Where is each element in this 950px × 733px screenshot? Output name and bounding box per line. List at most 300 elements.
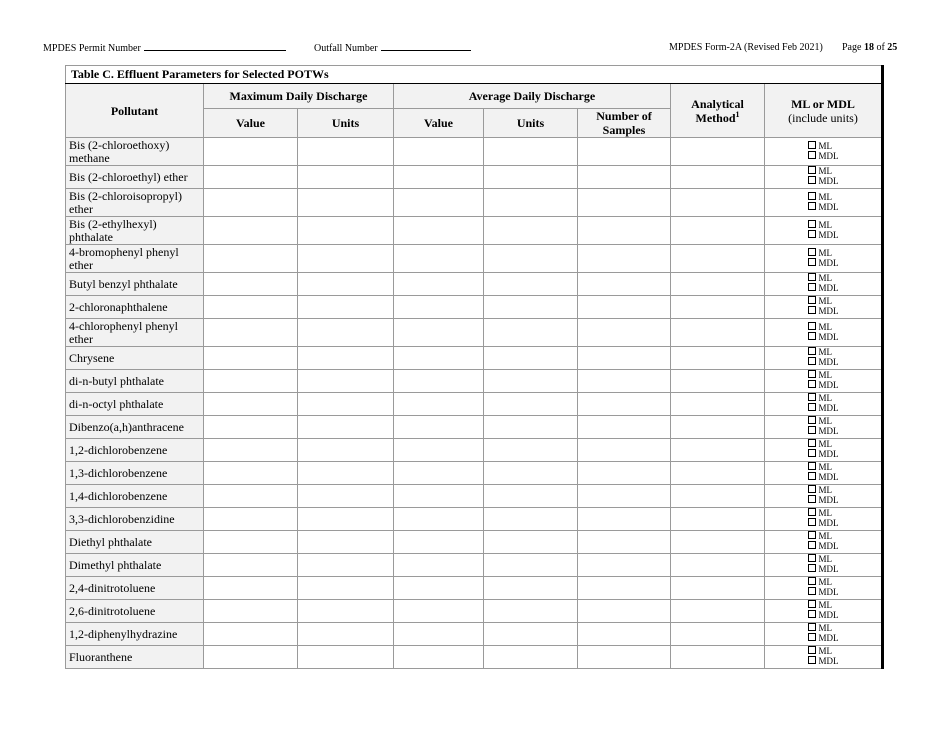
ml-option[interactable] — [808, 322, 839, 332]
ml-option[interactable] — [808, 462, 839, 472]
ml-mdl-cell — [765, 462, 883, 485]
mdl-option-label: MDL — [818, 403, 839, 413]
avg-value-cell[interactable] — [394, 623, 484, 646]
max-units-cell[interactable] — [298, 600, 394, 623]
avg-units-cell[interactable] — [484, 623, 578, 646]
mdl-checkbox[interactable] — [808, 633, 816, 641]
analytical-method-cell[interactable] — [671, 485, 765, 508]
mdl-checkbox[interactable] — [808, 472, 816, 480]
mdl-option[interactable] — [808, 449, 839, 459]
mdl-option[interactable] — [808, 230, 839, 240]
mdl-option[interactable] — [808, 151, 839, 161]
mdl-option-label: MDL — [818, 380, 839, 390]
ml-checkbox[interactable] — [808, 370, 816, 378]
table-row — [66, 646, 883, 669]
mdl-option[interactable] — [808, 587, 839, 597]
page-current: 18 — [863, 42, 874, 53]
ml-mdl-options — [808, 322, 839, 342]
analytical-method-cell[interactable] — [671, 623, 765, 646]
avg-value-cell[interactable] — [394, 217, 484, 245]
analytical-method-cell[interactable] — [671, 370, 765, 393]
ml-option[interactable] — [808, 141, 839, 151]
ml-option[interactable] — [808, 166, 839, 176]
mdl-option[interactable] — [808, 426, 839, 436]
mdl-option[interactable] — [808, 518, 839, 528]
samples-cell[interactable] — [578, 531, 671, 554]
max-value-cell[interactable] — [204, 393, 298, 416]
mdl-option-label: MDL — [818, 426, 839, 436]
mdl-checkbox[interactable] — [808, 176, 816, 184]
avg-units-cell[interactable] — [484, 554, 578, 577]
pollutant-name: 4-chlorophenyl phenyl ether — [66, 319, 204, 347]
ml-option[interactable] — [808, 531, 839, 541]
avg-units-cell[interactable] — [484, 485, 578, 508]
max-units-cell[interactable] — [298, 370, 394, 393]
ml-checkbox[interactable] — [808, 462, 816, 470]
max-units-cell[interactable] — [298, 189, 394, 217]
samples-cell[interactable] — [578, 508, 671, 531]
pollutant-name: 1,4-dichlorobenzene — [66, 485, 204, 508]
ml-option[interactable] — [808, 600, 839, 610]
ml-mdl-options — [808, 485, 839, 505]
avg-value-cell[interactable] — [394, 416, 484, 439]
mdl-option[interactable] — [808, 380, 839, 390]
ml-option-label: ML — [818, 554, 832, 564]
max-units-cell[interactable] — [298, 138, 394, 166]
mdl-option[interactable] — [808, 357, 839, 367]
avg-value-cell[interactable] — [394, 646, 484, 669]
mdl-checkbox[interactable] — [808, 258, 816, 266]
ml-mdl-options — [808, 273, 839, 293]
analytical-method-footnote: 1 — [735, 109, 740, 119]
mdl-checkbox[interactable] — [808, 541, 816, 549]
ml-mdl-cell — [765, 508, 883, 531]
max-units-cell[interactable] — [298, 646, 394, 669]
ml-checkbox[interactable] — [808, 141, 816, 149]
mdl-checkbox[interactable] — [808, 564, 816, 572]
samples-cell[interactable] — [578, 462, 671, 485]
ml-mdl-options — [808, 416, 839, 436]
analytical-method-cell[interactable] — [671, 600, 765, 623]
avg-units-cell[interactable] — [484, 416, 578, 439]
mdl-checkbox[interactable] — [808, 283, 816, 291]
table-row — [66, 531, 883, 554]
max-units-cell[interactable] — [298, 393, 394, 416]
mdl-checkbox[interactable] — [808, 610, 816, 618]
page-total: 25 — [887, 42, 898, 53]
mdl-option[interactable] — [808, 332, 839, 342]
pollutant-name: Dibenzo(a,h)anthracene — [66, 416, 204, 439]
ml-mdl-sub-label: (include units) — [788, 110, 858, 125]
mdl-option-label: MDL — [818, 518, 839, 528]
ml-option[interactable] — [808, 296, 839, 306]
avg-value-cell[interactable] — [394, 462, 484, 485]
avg-units-cell[interactable] — [484, 646, 578, 669]
ml-mdl-cell — [765, 485, 883, 508]
mdl-checkbox[interactable] — [808, 306, 816, 314]
ml-mdl-options — [808, 166, 839, 186]
mdl-option[interactable] — [808, 495, 839, 505]
analytical-method-cell[interactable] — [671, 138, 765, 166]
table-row — [66, 138, 883, 166]
max-value-cell[interactable] — [204, 370, 298, 393]
ml-option[interactable] — [808, 416, 839, 426]
max-units-cell[interactable] — [298, 273, 394, 296]
ml-checkbox[interactable] — [808, 192, 816, 200]
avg-value-cell[interactable] — [394, 273, 484, 296]
samples-cell[interactable] — [578, 189, 671, 217]
mdl-checkbox[interactable] — [808, 587, 816, 595]
avg-value-cell[interactable] — [394, 370, 484, 393]
mdl-checkbox[interactable] — [808, 449, 816, 457]
avg-value-cell[interactable] — [394, 577, 484, 600]
avg-units-cell[interactable] — [484, 217, 578, 245]
analytical-method-cell[interactable] — [671, 393, 765, 416]
ml-option[interactable] — [808, 485, 839, 495]
analytical-method-cell[interactable] — [671, 166, 765, 189]
effluent-parameters-table — [65, 65, 884, 669]
avg-value-cell[interactable] — [394, 600, 484, 623]
max-units-cell[interactable] — [298, 577, 394, 600]
mdl-option[interactable] — [808, 656, 839, 666]
mdl-option[interactable] — [808, 541, 839, 551]
mdl-option[interactable] — [808, 258, 839, 268]
max-units-cell[interactable] — [298, 347, 394, 370]
mdl-option-label: MDL — [818, 257, 839, 268]
ml-checkbox[interactable] — [808, 296, 816, 304]
ml-checkbox[interactable] — [808, 646, 816, 654]
max-value-cell[interactable] — [204, 245, 298, 273]
ml-option[interactable] — [808, 273, 839, 283]
mdl-checkbox[interactable] — [808, 495, 816, 503]
ml-checkbox[interactable] — [808, 273, 816, 281]
ml-mdl-options — [808, 347, 839, 367]
pollutant-name: Butyl benzyl phthalate — [66, 273, 204, 296]
analytical-method-cell[interactable] — [671, 554, 765, 577]
pollutant-name: Bis (2-chloroethoxy) methane — [66, 138, 204, 166]
mdl-option[interactable] — [808, 472, 839, 482]
max-units-cell[interactable] — [298, 416, 394, 439]
mdl-option-label: MDL — [818, 449, 839, 459]
avg-units-cell[interactable] — [484, 296, 578, 319]
ml-option[interactable] — [808, 646, 839, 656]
ml-option-label: ML — [818, 321, 832, 332]
page-of: of — [876, 42, 885, 53]
ml-checkbox[interactable] — [808, 439, 816, 447]
ml-checkbox[interactable] — [808, 347, 816, 355]
mdl-option[interactable] — [808, 202, 839, 212]
samples-cell[interactable] — [578, 485, 671, 508]
ml-checkbox[interactable] — [808, 508, 816, 516]
max-value-cell[interactable] — [204, 138, 298, 166]
mdl-checkbox[interactable] — [808, 426, 816, 434]
ml-option-label: ML — [818, 600, 832, 610]
avg-units-cell[interactable] — [484, 531, 578, 554]
max-units-cell[interactable] — [298, 439, 394, 462]
ml-checkbox[interactable] — [808, 623, 816, 631]
mdl-checkbox[interactable] — [808, 230, 816, 238]
avg-units-cell[interactable] — [484, 189, 578, 217]
samples-cell[interactable] — [578, 393, 671, 416]
samples-cell[interactable] — [578, 554, 671, 577]
avg-units-cell[interactable] — [484, 245, 578, 273]
ml-option[interactable] — [808, 393, 839, 403]
mdl-option[interactable] — [808, 403, 839, 413]
col-max-value: Value — [204, 109, 298, 138]
avg-value-cell[interactable] — [394, 439, 484, 462]
samples-cell[interactable] — [578, 319, 671, 347]
ml-option[interactable] — [808, 347, 839, 357]
samples-cell[interactable] — [578, 245, 671, 273]
avg-value-cell[interactable] — [394, 189, 484, 217]
samples-cell[interactable] — [578, 600, 671, 623]
max-value-cell[interactable] — [204, 439, 298, 462]
col-avg-daily-discharge: Average Daily Discharge — [394, 84, 671, 109]
samples-cell[interactable] — [578, 370, 671, 393]
ml-option[interactable] — [808, 508, 839, 518]
max-units-cell[interactable] — [298, 554, 394, 577]
max-value-cell[interactable] — [204, 189, 298, 217]
samples-cell[interactable] — [578, 439, 671, 462]
ml-mdl-cell — [765, 393, 883, 416]
table-row — [66, 273, 883, 296]
avg-units-cell[interactable] — [484, 319, 578, 347]
max-units-cell[interactable] — [298, 485, 394, 508]
col-ml-mdl — [765, 84, 883, 138]
ml-checkbox[interactable] — [808, 554, 816, 562]
ml-option-label: ML — [818, 273, 832, 283]
mdl-option-label: MDL — [818, 150, 839, 161]
ml-checkbox[interactable] — [808, 166, 816, 174]
samples-cell[interactable] — [578, 577, 671, 600]
ml-option[interactable] — [808, 623, 839, 633]
ml-option-label: ML — [818, 347, 832, 357]
samples-cell[interactable] — [578, 623, 671, 646]
max-value-cell[interactable] — [204, 531, 298, 554]
ml-checkbox[interactable] — [808, 220, 816, 228]
max-value-cell[interactable] — [204, 508, 298, 531]
avg-value-cell[interactable] — [394, 393, 484, 416]
avg-value-cell[interactable] — [394, 531, 484, 554]
analytical-method-cell[interactable] — [671, 577, 765, 600]
ml-checkbox[interactable] — [808, 416, 816, 424]
ml-option[interactable] — [808, 439, 839, 449]
avg-value-cell[interactable] — [394, 296, 484, 319]
ml-mdl-options — [808, 462, 839, 482]
analytical-method-cell[interactable] — [671, 439, 765, 462]
analytical-method-cell[interactable] — [671, 508, 765, 531]
analytical-method-cell[interactable] — [671, 531, 765, 554]
mdl-option[interactable] — [808, 176, 839, 186]
max-units-cell[interactable] — [298, 531, 394, 554]
ml-option[interactable] — [808, 248, 839, 258]
ml-option[interactable] — [808, 370, 839, 380]
analytical-method-cell[interactable] — [671, 245, 765, 273]
max-units-cell[interactable] — [298, 217, 394, 245]
max-units-cell[interactable] — [298, 623, 394, 646]
analytical-method-cell[interactable] — [671, 462, 765, 485]
avg-units-cell[interactable] — [484, 508, 578, 531]
samples-cell[interactable] — [578, 347, 671, 370]
col-analytical-method — [671, 84, 765, 138]
table-row — [66, 416, 883, 439]
max-value-cell[interactable] — [204, 462, 298, 485]
table-row — [66, 600, 883, 623]
table-row — [66, 166, 883, 189]
avg-value-cell[interactable] — [394, 319, 484, 347]
mdl-option[interactable] — [808, 610, 839, 620]
ml-option-label: ML — [818, 393, 832, 403]
ml-checkbox[interactable] — [808, 322, 816, 330]
ml-mdl-options — [808, 220, 839, 240]
max-units-cell[interactable] — [298, 508, 394, 531]
avg-value-cell[interactable] — [394, 554, 484, 577]
avg-value-cell[interactable] — [394, 508, 484, 531]
ml-option[interactable] — [808, 192, 839, 202]
max-value-cell[interactable] — [204, 166, 298, 189]
max-value-cell[interactable] — [204, 347, 298, 370]
ml-mdl-options — [808, 393, 839, 413]
avg-units-cell[interactable] — [484, 439, 578, 462]
avg-units-cell[interactable] — [484, 462, 578, 485]
ml-checkbox[interactable] — [808, 248, 816, 256]
form-id: MPDES Form-2A (Revised Feb 2021) — [669, 42, 823, 53]
mdl-option-label: MDL — [818, 229, 839, 240]
max-units-cell[interactable] — [298, 462, 394, 485]
outfall-number-field — [314, 42, 471, 54]
table-title: Table C. Effluent Parameters for Selected POTWs — [66, 66, 883, 84]
max-value-cell[interactable] — [204, 273, 298, 296]
mdl-checkbox[interactable] — [808, 357, 816, 365]
analytical-method-cell[interactable] — [671, 189, 765, 217]
max-value-cell[interactable] — [204, 577, 298, 600]
samples-cell[interactable] — [578, 138, 671, 166]
avg-units-cell[interactable] — [484, 138, 578, 166]
mdl-checkbox[interactable] — [808, 332, 816, 340]
ml-mdl-options — [808, 646, 839, 666]
analytical-method-cell[interactable] — [671, 416, 765, 439]
mdl-checkbox[interactable] — [808, 380, 816, 388]
analytical-method-cell[interactable] — [671, 296, 765, 319]
ml-checkbox[interactable] — [808, 393, 816, 401]
avg-units-cell[interactable] — [484, 393, 578, 416]
permit-number-blank[interactable] — [144, 42, 286, 51]
max-value-cell[interactable] — [204, 296, 298, 319]
max-value-cell[interactable] — [204, 646, 298, 669]
ml-option-label: ML — [818, 140, 832, 151]
max-units-cell[interactable] — [298, 319, 394, 347]
avg-value-cell[interactable] — [394, 166, 484, 189]
mdl-option[interactable] — [808, 564, 839, 574]
avg-value-cell[interactable] — [394, 485, 484, 508]
max-value-cell[interactable] — [204, 600, 298, 623]
mdl-option[interactable] — [808, 306, 839, 316]
table-row — [66, 485, 883, 508]
avg-value-cell[interactable] — [394, 138, 484, 166]
mdl-option-label: MDL — [818, 587, 839, 597]
ml-option-label: ML — [818, 247, 832, 258]
avg-units-cell[interactable] — [484, 600, 578, 623]
avg-units-cell[interactable] — [484, 370, 578, 393]
max-value-cell[interactable] — [204, 416, 298, 439]
mdl-option[interactable] — [808, 283, 839, 293]
pollutant-name: 1,3-dichlorobenzene — [66, 462, 204, 485]
ml-checkbox[interactable] — [808, 485, 816, 493]
ml-option[interactable] — [808, 554, 839, 564]
outfall-number-label: Outfall Number — [314, 43, 378, 54]
analytical-method-cell[interactable] — [671, 347, 765, 370]
ml-option-label: ML — [818, 219, 832, 230]
ml-mdl-cell — [765, 439, 883, 462]
outfall-number-blank[interactable] — [381, 42, 471, 51]
max-value-cell[interactable] — [204, 554, 298, 577]
mdl-option[interactable] — [808, 633, 839, 643]
ml-option-label: ML — [818, 462, 832, 472]
analytical-method-cell[interactable] — [671, 319, 765, 347]
mdl-checkbox[interactable] — [808, 656, 816, 664]
max-value-cell[interactable] — [204, 217, 298, 245]
mdl-option-label: MDL — [818, 176, 839, 186]
ml-checkbox[interactable] — [808, 600, 816, 608]
analytical-method-cell[interactable] — [671, 646, 765, 669]
max-value-cell[interactable] — [204, 485, 298, 508]
ml-mdl-cell — [765, 554, 883, 577]
ml-option-label: ML — [818, 531, 832, 541]
mdl-checkbox[interactable] — [808, 518, 816, 526]
ml-mdl-label: ML or MDL — [791, 96, 855, 111]
samples-cell[interactable] — [578, 273, 671, 296]
max-units-cell[interactable] — [298, 296, 394, 319]
avg-value-cell[interactable] — [394, 347, 484, 370]
table-row — [66, 319, 883, 347]
max-units-cell[interactable] — [298, 166, 394, 189]
avg-units-cell[interactable] — [484, 347, 578, 370]
avg-units-cell[interactable] — [484, 273, 578, 296]
ml-option[interactable] — [808, 220, 839, 230]
ml-checkbox[interactable] — [808, 531, 816, 539]
avg-units-cell[interactable] — [484, 166, 578, 189]
samples-cell[interactable] — [578, 646, 671, 669]
ml-mdl-options — [808, 439, 839, 459]
mdl-option-label: MDL — [818, 633, 839, 643]
mdl-checkbox[interactable] — [808, 403, 816, 411]
pollutant-name: Bis (2-ethylhexyl) phthalate — [66, 217, 204, 245]
ml-option[interactable] — [808, 577, 839, 587]
avg-value-cell[interactable] — [394, 245, 484, 273]
max-value-cell[interactable] — [204, 623, 298, 646]
mdl-option-label: MDL — [818, 541, 839, 551]
avg-units-cell[interactable] — [484, 577, 578, 600]
analytical-method-cell[interactable] — [671, 217, 765, 245]
mdl-option-label: MDL — [818, 306, 839, 316]
ml-checkbox[interactable] — [808, 577, 816, 585]
mdl-checkbox[interactable] — [808, 202, 816, 210]
mdl-option-label: MDL — [818, 495, 839, 505]
samples-cell[interactable] — [578, 416, 671, 439]
samples-cell[interactable] — [578, 296, 671, 319]
max-units-cell[interactable] — [298, 245, 394, 273]
max-value-cell[interactable] — [204, 319, 298, 347]
col-avg-units: Units — [484, 109, 578, 138]
ml-option-label: ML — [818, 623, 832, 633]
pollutant-name: Bis (2-chloroethyl) ether — [66, 166, 204, 189]
table-row — [66, 217, 883, 245]
samples-cell[interactable] — [578, 217, 671, 245]
samples-cell[interactable] — [578, 166, 671, 189]
analytical-method-cell[interactable] — [671, 273, 765, 296]
mdl-option-label: MDL — [818, 610, 839, 620]
mdl-checkbox[interactable] — [808, 151, 816, 159]
